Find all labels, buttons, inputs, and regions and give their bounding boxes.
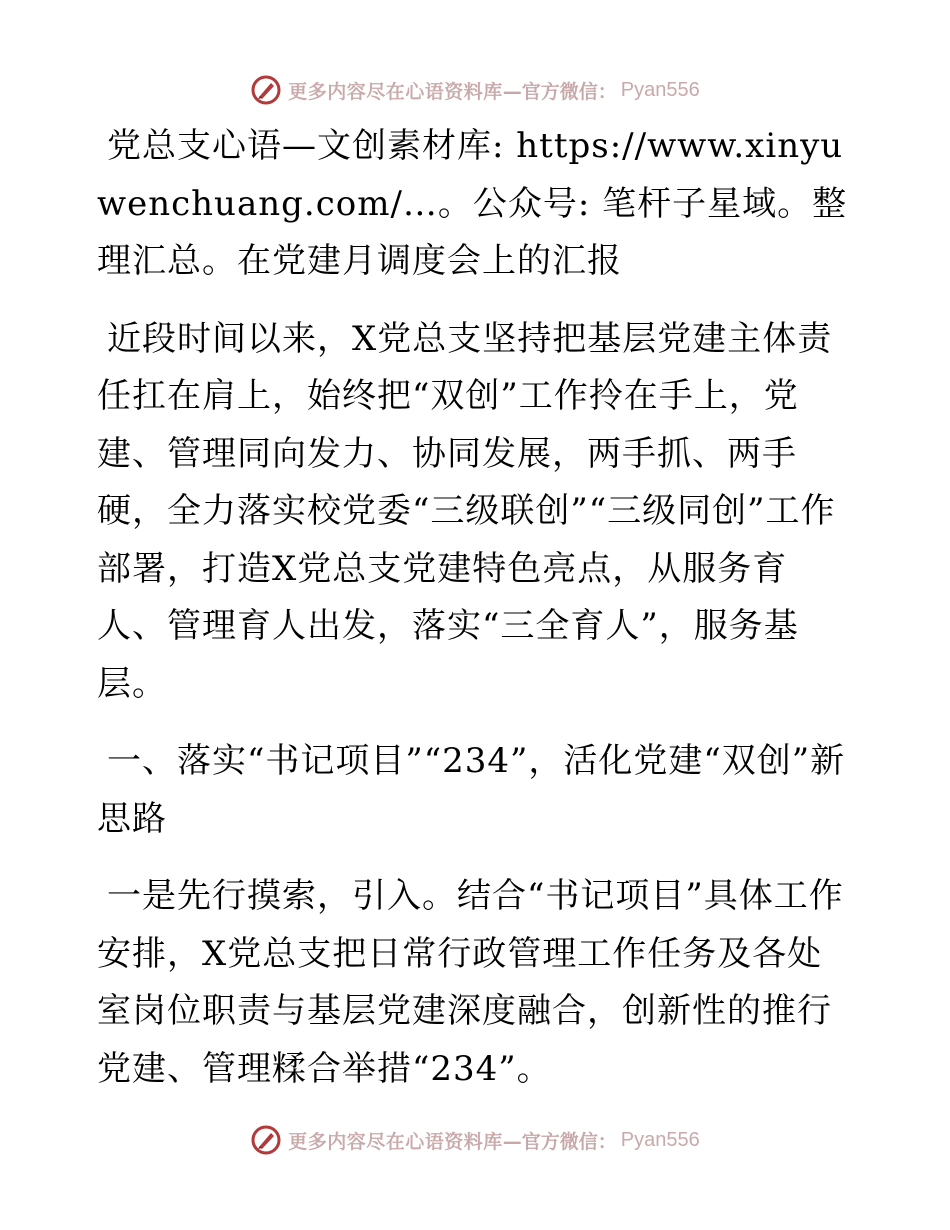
paragraph-point-1: 一是先行摸索，引入。结合“书记项目”具体工作安排，X党总支把日常行政管理工作任务及各处室岗位职责与基层党建深度融合，创新性的推行党建、管理糅合举措“234”。 — [97, 876, 844, 1089]
watermark-banner-top — [0, 70, 950, 110]
watermark-dash: —官方微信： — [502, 1130, 617, 1153]
watermark-wechat-id: Pyan556 — [620, 1128, 700, 1151]
pen-logo-icon — [250, 74, 282, 106]
document-body — [97, 118, 857, 1118]
watermark-text: 更多内容尽在心语资料库 — [288, 80, 503, 103]
paragraph-summary: 近段时间以来，X党总支坚持把基层党建主体责任扛在肩上，始终把“双创”工作拎在手上，党建、管理同向发力、协同发展，两手抓、两手硬，全力落实校党委“三级联创”“三级同创”工作部署，打造X党总支党建特色亮点，从服务育人、管理育人出发，落实“三全育人”，服务基层。 — [97, 318, 836, 704]
watermark-wechat-id: Pyan556 — [620, 78, 700, 101]
watermark-dash: —官方微信： — [502, 80, 617, 103]
pen-logo-icon — [250, 1124, 282, 1156]
watermark-banner-bottom — [0, 1120, 950, 1160]
section-heading-1: 一、落实“书记项目”“234”，活化党建“双创”新思路 — [97, 741, 846, 839]
paragraph-intro: 党总支心语—文创素材库: https://www.xinyuwenchuang.com/…。公众号: 笔杆子星域。整理汇总。在党建月调度会上的汇报 — [97, 126, 848, 281]
watermark-text: 更多内容尽在心语资料库 — [288, 1130, 503, 1153]
